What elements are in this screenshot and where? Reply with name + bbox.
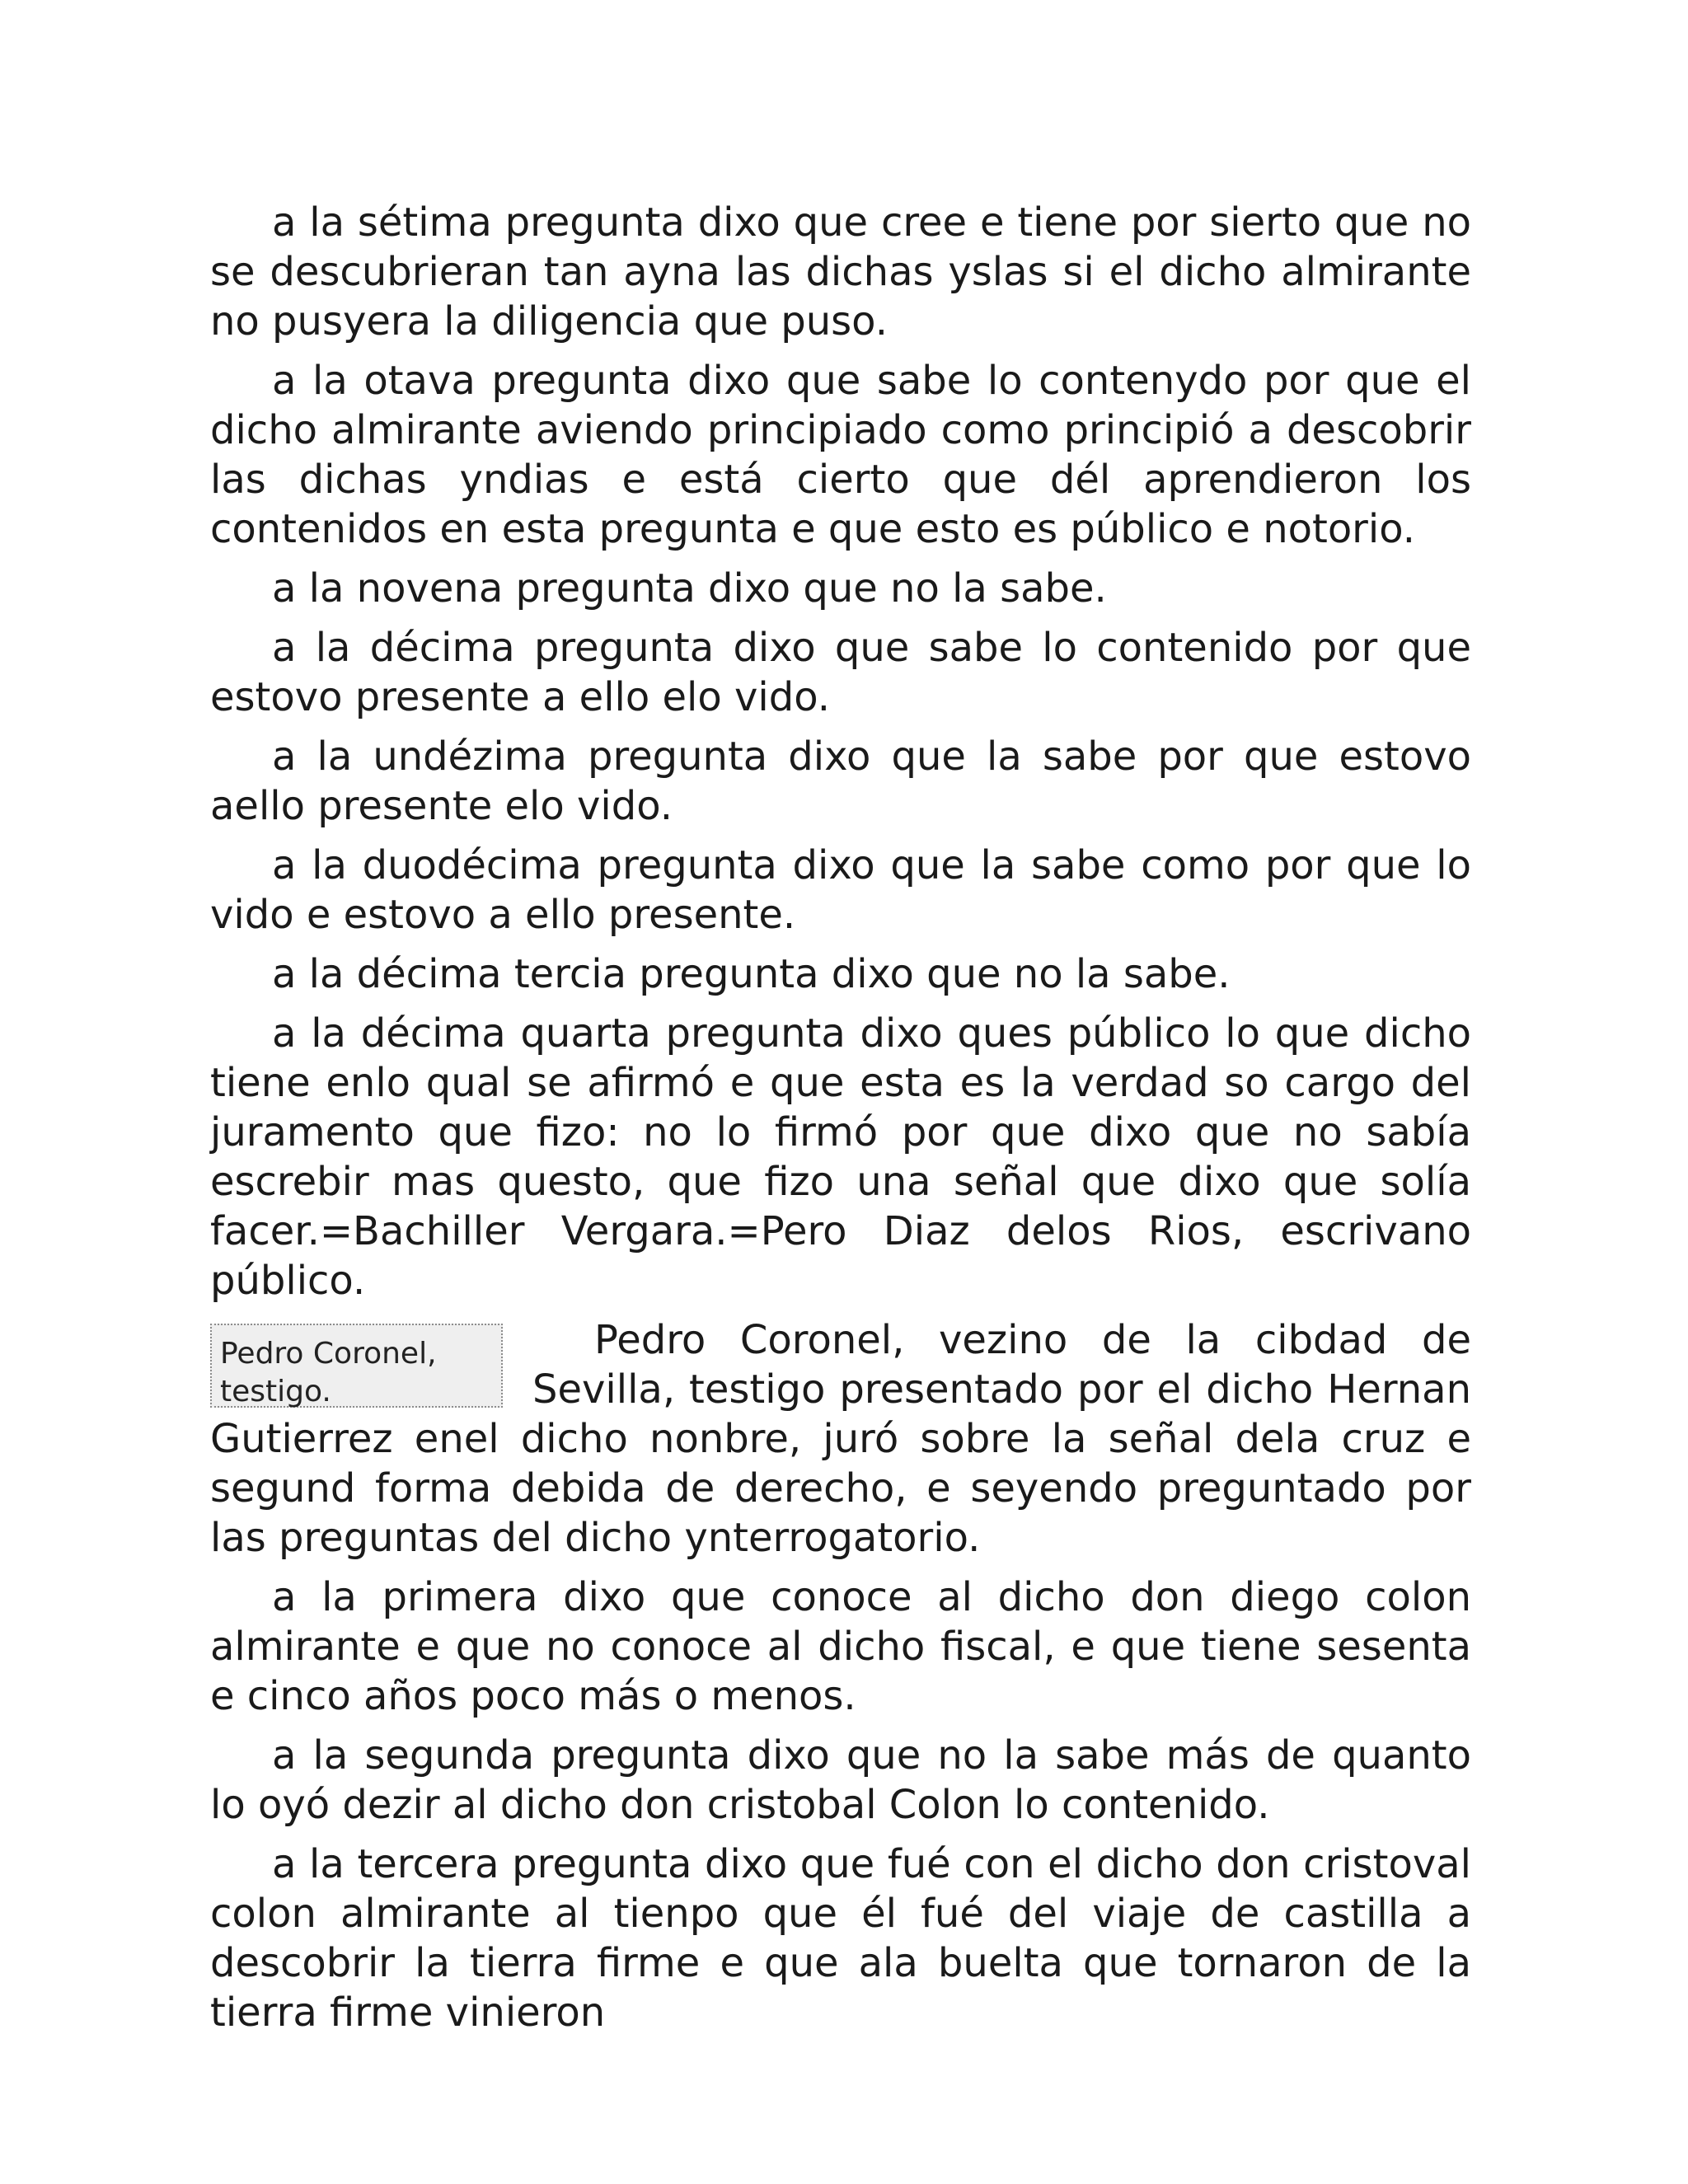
paragraph-primera: a la primera dixo que conoce al dicho don diego colon almirante e que no conoce al dicho fiscal, e que tiene sesenta e cinco años poco más o menos.	[210, 1574, 1471, 1719]
paragraph-duodecima: a la duodécima pregunta dixo que la sabe como por que lo vido e estovo a ello presente.	[210, 842, 1471, 938]
paragraph-septima: a la sétima pregunta dixo que cree e tiene por sierto que no se descubrieran tan ayna las dichas yslas si el dicho almirante no pusyera la diligencia que puso.	[210, 199, 1471, 344]
paragraph-otava: a la otava pregunta dixo que sabe lo contenydo por que el dicho almirante aviendo principiado como principió a descobrir las dichas yndias e está cierto que dél aprendieron los contenidos en esta pregunta e que esto es público e notorio.	[210, 358, 1471, 552]
paragraph-novena: a la novena pregunta dixo que no la sabe.	[272, 565, 1107, 612]
witness-paragraph-block	[210, 1315, 1471, 1563]
paragraph-undezima: a la undézima pregunta dixo que la sabe por que estovo aello presente elo vido.	[210, 733, 1471, 829]
paragraph-segunda: a la segunda pregunta dixo que no la sabe más de quanto lo oyó dezir al dicho don cristobal Colon lo contenido.	[210, 1732, 1471, 1828]
document-body	[210, 198, 1471, 2047]
paragraph-decima-tercia: a la décima tercia pregunta dixo que no la sabe.	[272, 951, 1231, 997]
margin-note: Pedro Coronel, testigo.	[210, 1324, 503, 1408]
paragraph-decima: a la décima pregunta dixo que sabe lo contenido por que estovo presente a ello elo vido.	[210, 625, 1471, 720]
paragraph-tercera: a la tercera pregunta dixo que fué con el dicho don cristoval colon almirante al tienpo que él fué del viaje de castilla a descobrir la tierra firme e que ala buelta que tornaron de la tierra firme vinieron	[210, 1841, 1471, 2036]
witness-paragraph: Pedro Coronel, vezino de la cibdad de Sevilla, testigo presentado por el dicho Hernan Gutierrez enel dicho nonbre, juró sobre la señal dela cruz e segund forma debida de derecho, e seyendo preguntado por las preguntas del dicho ynterrogatorio.	[210, 1317, 1471, 1561]
paragraph-decima-quarta: a la décima quarta pregunta dixo ques público lo que dicho tiene enlo qual se afirmó e que esta es la verdad so cargo del juramento que fizo: no lo firmó por que dixo que no sabía escrebir mas questo, que fizo una señal que dixo que solía facer.=Bachiller Vergara.=Pero Diaz delos Rios, escrivano público.	[210, 1010, 1471, 1304]
